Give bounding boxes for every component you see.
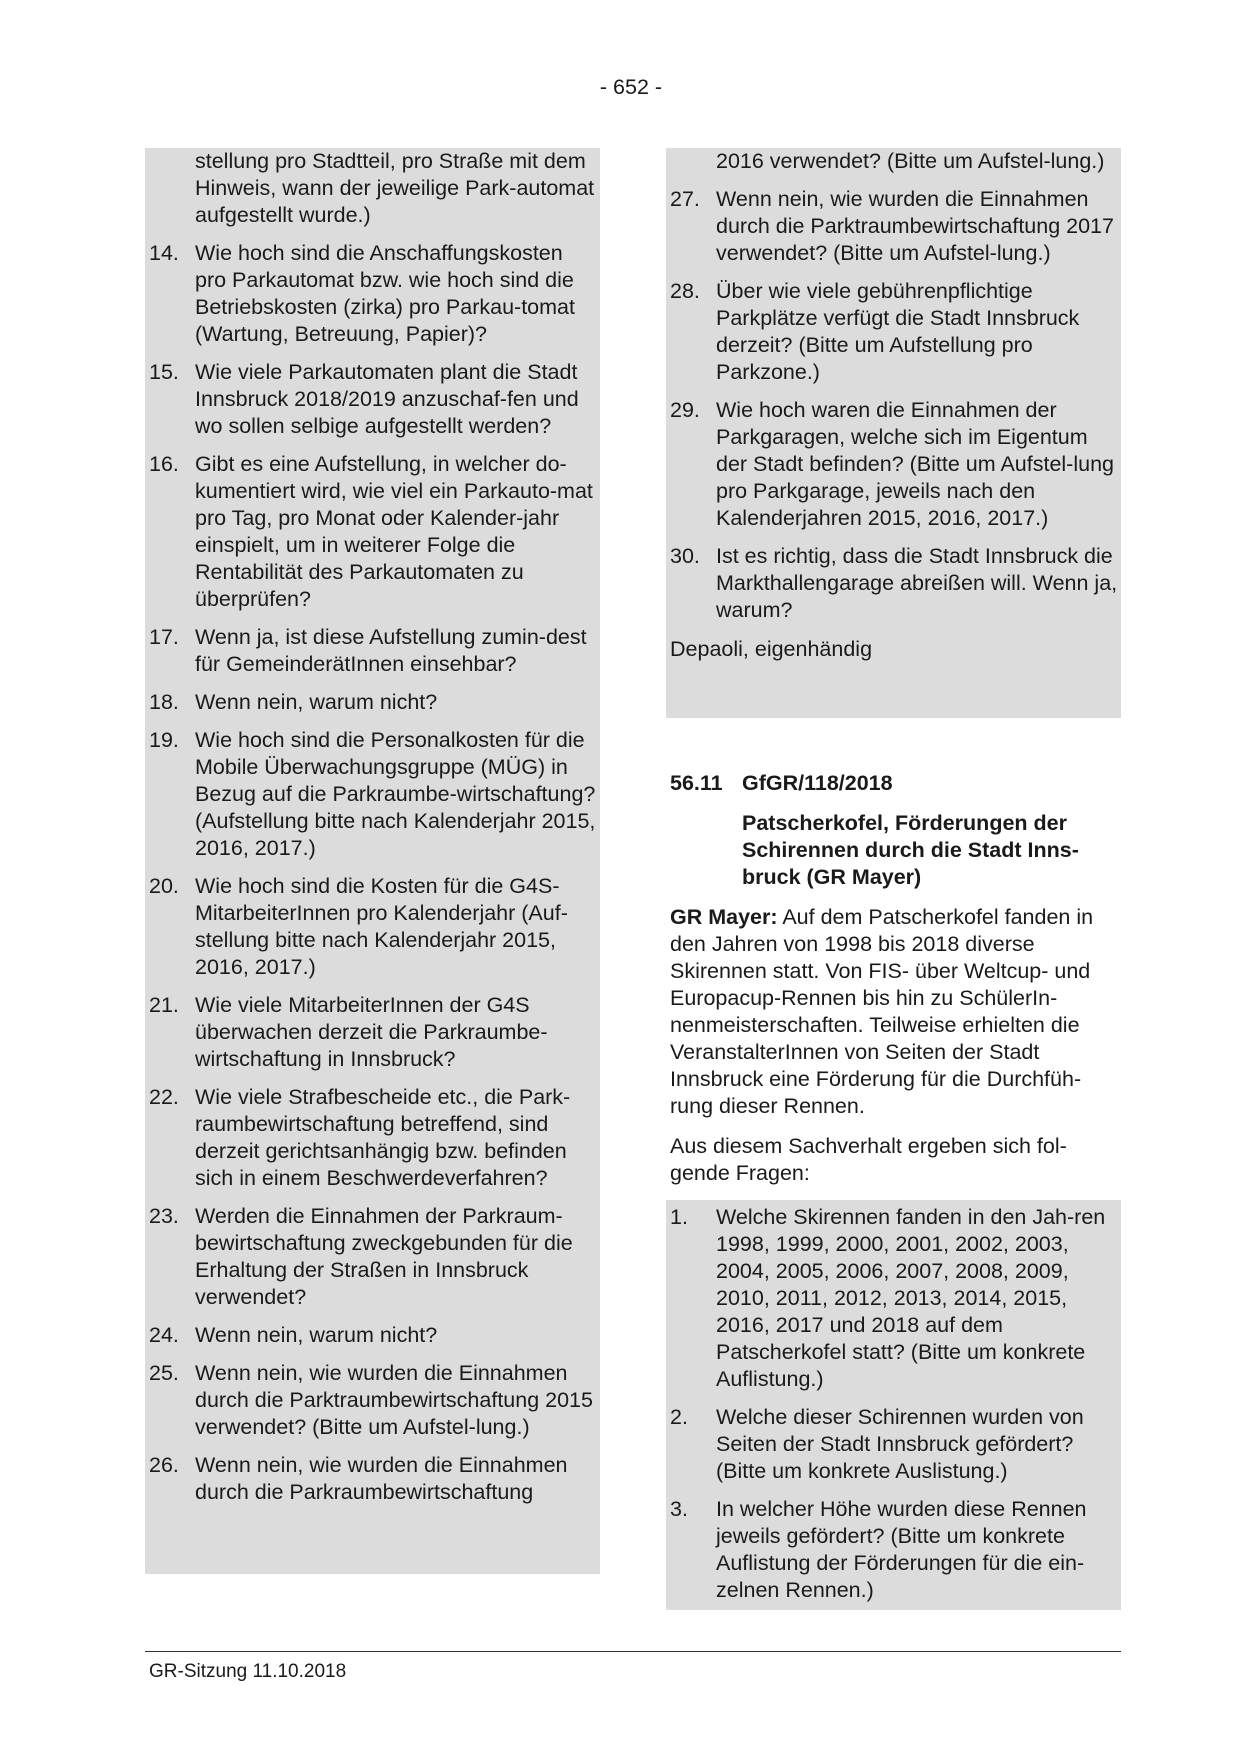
page-number: - 652 - — [599, 75, 663, 99]
list-item: 14. Wie hoch sind die Anschaffungskosten pro Parkautomat bzw. wie hoch sind die Betriebskosten (zirka) pro Parkau-tomat (Wartung, Betreuung, Papier)? — [149, 241, 575, 346]
section-heading — [666, 770, 1121, 797]
list-item: 15. Wie viele Parkautomaten plant die Stadt Innsbruck 2018/2019 anzuschaf-fen und wo sollen selbige aufgestellt werden? — [149, 360, 579, 438]
list-item: 2. Welche dieser Schirennen wurden von Seiten der Stadt Innsbruck gefördert? (Bitte um konkrete Auslistung.) — [670, 1405, 1084, 1483]
list-item: 1. Welche Skirennen fanden in den Jah-ren 1998, 1999, 2000, 2001, 2002, 2003, 2004, 2005, 2006, 2007, 2008, 2009, 2010, 2011, 2012, 2013, 2014, 2015, 2016, 2017 und 2018 auf dem Patscherkofel statt? (Bitte um konkrete Auflistung.) — [670, 1205, 1106, 1391]
second-question-block — [666, 1200, 1121, 1610]
list-item: 21. Wie viele MitarbeiterInnen der G4S überwachen derzeit die Parkraumbe-wirtschaftung in Innsbruck? — [149, 993, 548, 1071]
list-item: 20. Wie hoch sind die Kosten für die G4S-MitarbeiterInnen pro Kalenderjahr (Auf-stellung bitte nach Kalenderjahr 2015, 2016, 2017.) — [149, 874, 568, 979]
list-item: 23. Werden die Einnahmen der Parkraum-bewirtschaftung zweckgebunden für die Erhaltung der Straßen in Innsbruck verwendet? — [149, 1204, 573, 1309]
list-item: 29. Wie hoch waren die Einnahmen der Parkgaragen, welche sich im Eigentum der Stadt befinden? (Bitte um Aufstel-lung pro Parkgarage, jeweils nach den Kalenderjahren 2015, 2016, 2017.) — [670, 398, 1114, 530]
list-item: 25. Wenn nein, wie wurden die Einnahmen durch die Parktraumbewirtschaftung 2015 verwendet? (Bitte um Aufstel-lung.) — [149, 1361, 593, 1439]
intro-text: Auf dem Patscherkofel fanden in den Jahren von 1998 bis 2018 diverse Skirennen statt. Von FIS- über Weltcup- und Europacup-Rennen bis hin zu SchülerIn-nenmeisterschaften. Teilweise erhielten die VeranstalterInnen von Seiten der Stadt Innsbruck eine Förderung für die Durchfüh-rung dieser Rennen. — [670, 905, 1094, 1118]
list-item: 19. Wie hoch sind die Personalkosten für die Mobile Überwachungsgruppe (MÜG) in Bezug auf die Parkraumbe-wirtschaftung? (Aufstellung bitte nach Kalenderjahr 2015, 2016, 2017.) — [149, 728, 596, 860]
list-item: 26. Wenn nein, wie wurden die Einnahmen durch die Parkraumbewirtschaftung — [149, 1453, 568, 1504]
list-item: 24. Wenn nein, warum nicht? — [149, 1323, 438, 1347]
right-column — [666, 148, 1121, 1610]
left-column — [145, 148, 600, 1574]
list-item: 17. Wenn ja, ist diese Aufstellung zumin-dest für GemeinderätInnen einsehbar? — [149, 625, 587, 676]
section-number: 56.11 — [670, 771, 723, 795]
list-item: 27. Wenn nein, wie wurden die Einnahmen durch die Parktraumbewirtschaftung 2017 verwendet? (Bitte um Aufstel-lung.) — [670, 187, 1114, 265]
footer: GR-Sitzung 11.10.2018 — [149, 1661, 347, 1682]
left-question-block — [145, 148, 600, 1574]
right-question-block — [666, 148, 1121, 718]
lead-paragraph: Aus diesem Sachverhalt ergeben sich fol-gende Fragen: — [670, 1134, 1067, 1185]
intro-paragraph — [666, 904, 1121, 1120]
section-title: Patscherkofel, Förderungen der Schirennen durch die Stadt Inns-bruck (GR Mayer) — [742, 811, 1079, 889]
list-item: 16. Gibt es eine Aufstellung, in welcher do-kumentiert wird, wie viel ein Parkauto-mat pro Tag, pro Monat oder Kalender-jahr einspielt, um in weiterer Folge die Rentabilität des Parkautomaten zu überprüfen? — [149, 452, 593, 611]
list-item: 3. In welcher Höhe wurden diese Rennen jeweils gefördert? (Bitte um konkrete Auflistung der Förderungen für die ein-zelnen Rennen.) — [670, 1497, 1087, 1602]
speaker-label: GR Mayer: — [670, 905, 778, 929]
footer-divider — [145, 1651, 1121, 1652]
list-item: 22. Wie viele Strafbescheide etc., die Park-raumbewirtschaftung betreffend, sind derzeit gerichtsanhängig bzw. befinden sich in einem Beschwerdeverfahren? — [149, 1085, 571, 1190]
list-item: 18. Wenn nein, warum nicht? — [149, 690, 438, 714]
section-code: GfGR/118/2018 — [742, 771, 893, 795]
continuation-text: 2016 verwendet? (Bitte um Aufstel-lung.) — [716, 149, 1105, 173]
signature: Depaoli, eigenhändig — [670, 637, 873, 661]
continuation-text: stellung pro Stadtteil, pro Straße mit dem Hinweis, wann der jeweilige Park-automat aufgestellt wurde.) — [195, 149, 595, 227]
list-item: 28. Über wie viele gebührenpflichtige Parkplätze verfügt die Stadt Innsbruck derzeit? (Bitte um Aufstellung pro Parkzone.) — [670, 279, 1080, 384]
list-item: 30. Ist es richtig, dass die Stadt Innsbruck die Markthallengarage abreißen will. Wenn ja, warum? — [670, 544, 1118, 622]
